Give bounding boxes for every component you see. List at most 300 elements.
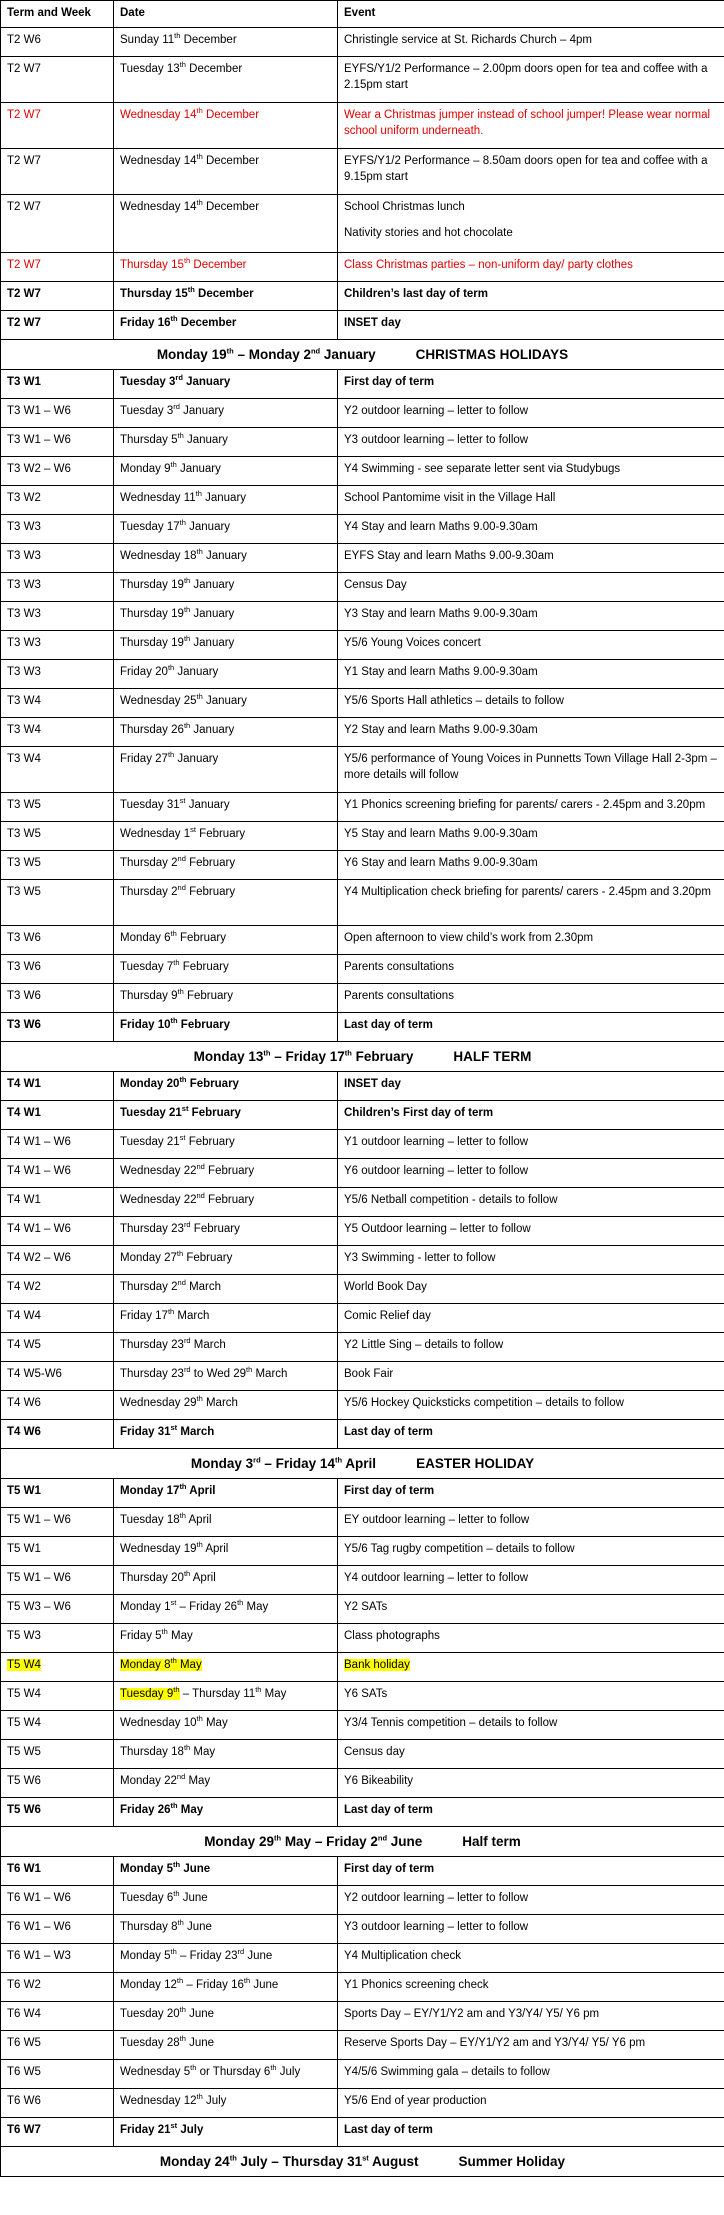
term-week-cell: T2 W7 <box>1 149 114 195</box>
term-week-cell: T3 W6 <box>1 984 114 1013</box>
ordinal-suffix: th <box>170 1016 178 1026</box>
event-cell: Reserve Sports Day – EY/Y1/Y2 am and Y3/Y4/ Y5/ Y6 pm <box>338 2031 724 2060</box>
ordinal-suffix: rd <box>183 1365 191 1375</box>
ordinal-suffix: th <box>170 929 177 939</box>
ordinal-suffix: nd <box>377 1833 388 1842</box>
term-week-cell: T3 W2 <box>1 486 114 515</box>
event-cell: Y3 outdoor learning – letter to follow <box>338 1915 724 1944</box>
date-cell: Thursday 19th January <box>114 602 338 631</box>
date-cell: Tuesday 28th June <box>114 2031 338 2060</box>
ordinal-suffix: th <box>183 721 191 731</box>
ordinal-suffix: th <box>196 106 203 116</box>
ordinal-suffix: th <box>176 1976 184 1986</box>
header-date: Date <box>114 1 338 28</box>
ordinal-suffix: th <box>344 1048 352 1057</box>
date-cell: Tuesday 18th April <box>114 1508 338 1537</box>
ordinal-suffix: th <box>196 2092 203 2102</box>
ordinal-suffix: rd <box>173 402 180 412</box>
date-cell: Thursday 19th January <box>114 631 338 660</box>
date-cell: Thursday 9th February <box>114 984 338 1013</box>
term-week-cell: T3 W3 <box>1 660 114 689</box>
table-row <box>1 1798 724 1827</box>
ordinal-suffix: th <box>183 634 191 644</box>
term-week-cell: T5 W1 <box>1 1537 114 1566</box>
date-cell: Wednesday 12th July <box>114 2089 338 2118</box>
event-cell: Y5/6 Hockey Quicksticks competition – details to follow <box>338 1391 724 1420</box>
term-week-cell: T6 W2 <box>1 1973 114 2002</box>
date-cell: Wednesday 25th January <box>114 689 338 718</box>
table-row <box>1 57 724 103</box>
event-cell: Children’s last day of term <box>338 282 724 311</box>
event-cell: Y2 outdoor learning – letter to follow <box>338 399 724 428</box>
ordinal-suffix: th <box>183 576 191 586</box>
event-cell: Parents consultations <box>338 955 724 984</box>
term-week-cell: T2 W7 <box>1 57 114 103</box>
table-row <box>1 1886 724 1915</box>
date-cell: Tuesday 6th June <box>114 1886 338 1915</box>
ordinal-suffix: th <box>229 2153 237 2162</box>
ordinal-suffix: st <box>170 2121 178 2131</box>
event-cell <box>338 195 724 253</box>
ordinal-suffix: th <box>179 518 186 528</box>
holiday-row <box>1 1042 724 1072</box>
table-row <box>1 399 724 428</box>
table-row <box>1 253 724 282</box>
date-cell: Friday 21st July <box>114 2118 338 2147</box>
holiday-cell: Monday 19th – Monday 2nd January CHRISTMAS HOLIDAYS <box>1 340 724 370</box>
event-cell: Last day of term <box>338 1013 724 1042</box>
term-week-cell <box>1 1653 114 1682</box>
table-row <box>1 1915 724 1944</box>
date-cell: Tuesday 3rd January <box>114 399 338 428</box>
event-cell: Children’s First day of term <box>338 1101 724 1130</box>
ordinal-suffix: rd <box>183 1336 191 1346</box>
ordinal-suffix: th <box>334 1455 343 1464</box>
table-row <box>1 1537 724 1566</box>
term-week-cell: T5 W3 <box>1 1624 114 1653</box>
table-row <box>1 1944 724 1973</box>
ordinal-suffix: th <box>187 285 195 295</box>
date-cell: Friday 26th May <box>114 1798 338 1827</box>
ordinal-suffix: st <box>179 796 186 806</box>
term-week-cell: T6 W1 – W3 <box>1 1944 114 1973</box>
event-cell <box>338 1653 724 1682</box>
event-cell: Y5 Outdoor learning – letter to follow <box>338 1217 724 1246</box>
table-row <box>1 1973 724 2002</box>
date-cell: Monday 5th – Friday 23rd June <box>114 1944 338 1973</box>
table-row <box>1 2060 724 2089</box>
term-week-cell: T4 W1 <box>1 1101 114 1130</box>
term-week-cell: T5 W5 <box>1 1740 114 1769</box>
event-cell: INSET day <box>338 1072 724 1101</box>
event-cell: EYFS/Y1/2 Performance – 2.00pm doors open for tea and coffee with a 2.15pm start <box>338 57 724 103</box>
ordinal-suffix: th <box>183 1743 191 1753</box>
event-cell: Census day <box>338 1740 724 1769</box>
table-row <box>1 880 724 926</box>
event-cell: Y3 outdoor learning – letter to follow <box>338 428 724 457</box>
date-cell: Wednesday 19th April <box>114 1537 338 1566</box>
term-week-cell: T3 W6 <box>1 1013 114 1042</box>
event-cell: Y5 Stay and learn Maths 9.00-9.30am <box>338 822 724 851</box>
date-cell: Wednesday 10th May <box>114 1711 338 1740</box>
date-cell: Thursday 8th June <box>114 1915 338 1944</box>
ordinal-suffix: th <box>196 1714 203 1724</box>
date-cell: Thursday 20th April <box>114 1566 338 1595</box>
ordinal-suffix: th <box>176 1249 184 1259</box>
highlight: Bank holiday <box>344 1659 410 1671</box>
ordinal-suffix: th <box>246 1365 253 1375</box>
table-row <box>1 1101 724 1130</box>
holiday-label: HALF TERM <box>453 1048 532 1064</box>
table-row <box>1 1711 724 1740</box>
term-week-cell: T6 W4 <box>1 2002 114 2031</box>
event-cell: Book Fair <box>338 1362 724 1391</box>
date-cell: Wednesday 14th December <box>114 195 338 253</box>
event-cell: Y4 outdoor learning – letter to follow <box>338 1566 724 1595</box>
date-cell: Monday 27th February <box>114 1246 338 1275</box>
table-row <box>1 457 724 486</box>
event-cell: Last day of term <box>338 1798 724 1827</box>
term-week-cell: T2 W6 <box>1 28 114 57</box>
date-cell: Wednesday 11th January <box>114 486 338 515</box>
ordinal-suffix: th <box>161 1627 168 1637</box>
ordinal-suffix: th <box>170 1656 177 1666</box>
ordinal-suffix: th <box>196 198 203 208</box>
event-cell: Class photographs <box>338 1624 724 1653</box>
date-cell: Thursday 15th December <box>114 282 338 311</box>
date-cell: Monday 9th January <box>114 457 338 486</box>
date-cell: Thursday 23rd March <box>114 1333 338 1362</box>
event-cell: Sports Day – EY/Y1/Y2 am and Y3/Y4/ Y5/ Y6 pm <box>338 2002 724 2031</box>
event-cell: Y5/6 Young Voices concert <box>338 631 724 660</box>
holiday-row <box>1 340 724 370</box>
term-week-cell: T6 W6 <box>1 2089 114 2118</box>
table-row <box>1 149 724 195</box>
table-row <box>1 1072 724 1101</box>
table-row <box>1 1217 724 1246</box>
date-cell: Friday 5th May <box>114 1624 338 1653</box>
date-cell: Friday 31st March <box>114 1420 338 1449</box>
date-cell: Monday 20th February <box>114 1072 338 1101</box>
event-cell: Census Day <box>338 573 724 602</box>
table-row <box>1 282 724 311</box>
table-row <box>1 1420 724 1449</box>
holiday-cell: Monday 24th July – Thursday 31st August Summer Holiday <box>1 2147 724 2177</box>
ordinal-suffix: th <box>273 1833 282 1842</box>
event-cell: Y1 Stay and learn Maths 9.00-9.30am <box>338 660 724 689</box>
ordinal-suffix: th <box>195 489 202 499</box>
event-cell: Y3/4 Tennis competition – details to follow <box>338 1711 724 1740</box>
table-row <box>1 1391 724 1420</box>
table-row <box>1 311 724 340</box>
event-cell: First day of term <box>338 1857 724 1886</box>
holiday-label: Summer Holiday <box>458 2153 566 2169</box>
event-cell: Y2 SATs <box>338 1595 724 1624</box>
event-cell: Y4/5/6 Swimming gala – details to follow <box>338 2060 724 2089</box>
header-row <box>1 1 724 28</box>
term-week-cell: T5 W6 <box>1 1798 114 1827</box>
ordinal-suffix: th <box>179 1511 186 1521</box>
table-row <box>1 103 724 149</box>
event-cell: Comic Relief day <box>338 1304 724 1333</box>
ordinal-suffix: th <box>196 152 203 162</box>
date-cell: Wednesday 5th or Thursday 6th July <box>114 2060 338 2089</box>
ordinal-suffix: nd <box>177 1278 186 1288</box>
term-week-cell: T4 W1 – W6 <box>1 1217 114 1246</box>
event-cell: Y4 Stay and learn Maths 9.00-9.30am <box>338 515 724 544</box>
date-cell: Friday 27th January <box>114 747 338 793</box>
term-week-cell: T2 W7 <box>1 103 114 149</box>
event-cell: EY outdoor learning – letter to follow <box>338 1508 724 1537</box>
table-row <box>1 1333 724 1362</box>
term-week-cell: T4 W5 <box>1 1333 114 1362</box>
date-cell: Wednesday 14th December <box>114 149 338 195</box>
event-cell: Y5/6 End of year production <box>338 2089 724 2118</box>
term-week-cell: T6 W1 – W6 <box>1 1915 114 1944</box>
table-row <box>1 602 724 631</box>
event-cell: Y1 Phonics screening briefing for parents/ carers - 2.45pm and 3.20pm <box>338 793 724 822</box>
holiday-cell: Monday 3rd – Friday 14th April EASTER HOLIDAY <box>1 1449 724 1479</box>
term-week-cell: T3 W3 <box>1 544 114 573</box>
ordinal-suffix: th <box>177 431 184 441</box>
event-cell: Y6 outdoor learning – letter to follow <box>338 1159 724 1188</box>
term-week-cell: T2 W7 <box>1 311 114 340</box>
event-cell: Y1 Phonics screening check <box>338 1973 724 2002</box>
table-row <box>1 1479 724 1508</box>
ordinal-suffix: th <box>179 2005 186 2015</box>
event-cell: School Pantomime visit in the Village Hall <box>338 486 724 515</box>
ordinal-suffix: rd <box>237 1947 245 1957</box>
table-row <box>1 1304 724 1333</box>
term-week-cell: T6 W5 <box>1 2060 114 2089</box>
ordinal-suffix: st <box>179 1133 186 1143</box>
event-cell: Last day of term <box>338 1420 724 1449</box>
event-cell: Christingle service at St. Richards Church – 4pm <box>338 28 724 57</box>
date-cell: Friday 20th January <box>114 660 338 689</box>
holiday-row <box>1 2147 724 2177</box>
ordinal-suffix: th <box>183 256 191 266</box>
ordinal-suffix: th <box>173 958 180 968</box>
ordinal-suffix: nd <box>310 346 321 355</box>
date-cell: Thursday 5th January <box>114 428 338 457</box>
table-row <box>1 195 724 253</box>
term-week-cell: T6 W1 – W6 <box>1 1886 114 1915</box>
table-row <box>1 1188 724 1217</box>
event-cell: Y5/6 Tag rugby competition – details to follow <box>338 1537 724 1566</box>
event-cell: Y2 Stay and learn Maths 9.00-9.30am <box>338 718 724 747</box>
term-week-cell: T5 W1 <box>1 1479 114 1508</box>
term-week-cell: T4 W1 – W6 <box>1 1130 114 1159</box>
date-cell: Tuesday 3rd January <box>114 370 338 399</box>
term-week-cell: T3 W5 <box>1 880 114 926</box>
event-cell: EYFS/Y1/2 Performance – 8.50am doors open for tea and coffee with a 9.15pm start <box>338 149 724 195</box>
term-week-cell: T3 W1 – W6 <box>1 399 114 428</box>
date-cell: Wednesday 22nd February <box>114 1188 338 1217</box>
term-week-cell: T3 W5 <box>1 822 114 851</box>
date-cell: Friday 17th March <box>114 1304 338 1333</box>
header-event: Event <box>338 1 724 28</box>
ordinal-suffix: nd <box>176 1772 186 1782</box>
table-row <box>1 1653 724 1682</box>
highlight: T5 W4 <box>7 1659 41 1671</box>
ordinal-suffix: st <box>362 2153 369 2162</box>
date-cell: Monday 6th February <box>114 926 338 955</box>
date-cell: Wednesday 29th March <box>114 1391 338 1420</box>
table-row <box>1 428 724 457</box>
term-week-cell: T6 W5 <box>1 2031 114 2060</box>
term-week-cell: T6 W1 <box>1 1857 114 1886</box>
term-week-cell: T3 W4 <box>1 718 114 747</box>
table-row <box>1 28 724 57</box>
term-week-cell: T2 W7 <box>1 282 114 311</box>
holiday-cell: Monday 29th May – Friday 2nd June Half term <box>1 1827 724 1857</box>
date-cell: Thursday 23rd February <box>114 1217 338 1246</box>
ordinal-suffix: th <box>179 60 186 70</box>
term-week-cell: T3 W3 <box>1 602 114 631</box>
date-cell: Thursday 26th January <box>114 718 338 747</box>
table-row <box>1 1013 724 1042</box>
ordinal-suffix: th <box>179 2034 186 2044</box>
table-body <box>1 28 724 2177</box>
holiday-row <box>1 1827 724 1857</box>
event-cell: Y3 Stay and learn Maths 9.00-9.30am <box>338 602 724 631</box>
table-row <box>1 2002 724 2031</box>
date-cell: Thursday 15th December <box>114 253 338 282</box>
term-week-cell: T6 W7 <box>1 2118 114 2147</box>
table-row <box>1 1624 724 1653</box>
holiday-label: CHRISTMAS HOLIDAYS <box>415 346 569 362</box>
ordinal-suffix: st <box>190 825 196 835</box>
holiday-row <box>1 1449 724 1479</box>
ordinal-suffix: st <box>181 1104 189 1114</box>
date-cell: Sunday 11th December <box>114 28 338 57</box>
event-cell: Y2 Little Sing – details to follow <box>338 1333 724 1362</box>
table-row <box>1 370 724 399</box>
ordinal-suffix: th <box>173 1860 181 1870</box>
date-cell: Tuesday 17th January <box>114 515 338 544</box>
term-week-cell: T4 W1 <box>1 1188 114 1217</box>
term-week-cell: T5 W1 – W6 <box>1 1566 114 1595</box>
term-week-cell: T3 W3 <box>1 515 114 544</box>
date-cell: Wednesday 22nd February <box>114 1159 338 1188</box>
table-row <box>1 486 724 515</box>
ordinal-suffix: th <box>196 1540 203 1550</box>
ordinal-suffix: th <box>174 31 181 41</box>
term-week-cell: T5 W3 – W6 <box>1 1595 114 1624</box>
event-cell: Y1 outdoor learning – letter to follow <box>338 1130 724 1159</box>
date-cell: Friday 16th December <box>114 311 338 340</box>
holiday-label: EASTER HOLIDAY <box>416 1455 535 1471</box>
event-cell: INSET day <box>338 311 724 340</box>
term-week-cell: T5 W4 <box>1 1682 114 1711</box>
term-week-cell: T3 W6 <box>1 955 114 984</box>
term-week-cell: T3 W1 <box>1 370 114 399</box>
ordinal-suffix: th <box>167 1307 175 1317</box>
event-cell: Y5/6 performance of Young Voices in Punnetts Town Village Hall 2-3pm – more details will follow <box>338 747 724 793</box>
table-row <box>1 2118 724 2147</box>
term-week-cell: T4 W2 <box>1 1275 114 1304</box>
holiday-label: Half term <box>462 1833 521 1849</box>
ordinal-suffix: th <box>255 1685 262 1695</box>
ordinal-suffix: th <box>170 1801 178 1811</box>
date-cell: Monday 22nd May <box>114 1769 338 1798</box>
table-row <box>1 573 724 602</box>
ordinal-suffix: th <box>237 1598 244 1608</box>
table-row <box>1 793 724 822</box>
event-cell: Wear a Christmas jumper instead of school jumper! Please wear normal school uniform underneath. <box>338 103 724 149</box>
event-cell: Y6 SATs <box>338 1682 724 1711</box>
date-cell: Thursday 2nd March <box>114 1275 338 1304</box>
term-week-cell: T4 W6 <box>1 1420 114 1449</box>
ordinal-suffix: rd <box>175 373 183 383</box>
event-cell: First day of term <box>338 370 724 399</box>
table-row <box>1 926 724 955</box>
ordinal-suffix: rd <box>183 1220 191 1230</box>
ordinal-suffix: th <box>167 663 175 673</box>
table-row <box>1 1740 724 1769</box>
date-cell: Tuesday 21st February <box>114 1101 338 1130</box>
ordinal-suffix: th <box>179 1482 187 1492</box>
table-row <box>1 822 724 851</box>
event-cell: Last day of term <box>338 2118 724 2147</box>
table-row <box>1 544 724 573</box>
table-row <box>1 1857 724 1886</box>
term-week-cell: T4 W2 – W6 <box>1 1246 114 1275</box>
date-cell: Tuesday 9th – Thursday 11th May <box>114 1682 338 1711</box>
date-cell: Thursday 19th January <box>114 573 338 602</box>
event-line: School Christmas lunch <box>344 201 465 213</box>
event-cell: EYFS Stay and learn Maths 9.00-9.30am <box>338 544 724 573</box>
term-week-cell: T3 W3 <box>1 573 114 602</box>
ordinal-suffix: th <box>179 1075 187 1085</box>
table-row <box>1 1159 724 1188</box>
date-cell: Wednesday 18th January <box>114 544 338 573</box>
date-cell: Tuesday 7th February <box>114 955 338 984</box>
ordinal-suffix: th <box>226 346 234 355</box>
date-cell: Thursday 2nd February <box>114 851 338 880</box>
date-cell: Monday 12th – Friday 16th June <box>114 1973 338 2002</box>
table-row <box>1 1769 724 1798</box>
table-row <box>1 1508 724 1537</box>
table-row <box>1 1246 724 1275</box>
ordinal-suffix: th <box>190 2063 197 2073</box>
ordinal-suffix: nd <box>177 854 186 864</box>
term-week-cell: T3 W5 <box>1 793 114 822</box>
ordinal-suffix: th <box>243 1976 251 1986</box>
table-row <box>1 1275 724 1304</box>
date-cell: Friday 10th February <box>114 1013 338 1042</box>
ordinal-suffix: th <box>170 460 177 470</box>
date-cell: Monday 17th April <box>114 1479 338 1508</box>
event-cell: Y4 Multiplication check briefing for parents/ carers - 2.45pm and 3.20pm <box>338 880 724 926</box>
event-cell: Y3 Swimming - letter to follow <box>338 1246 724 1275</box>
term-week-cell: T4 W4 <box>1 1304 114 1333</box>
date-cell: Thursday 23rd to Wed 29th March <box>114 1362 338 1391</box>
ordinal-suffix: st <box>170 1423 178 1433</box>
term-week-cell: T5 W4 <box>1 1711 114 1740</box>
term-week-cell: T4 W6 <box>1 1391 114 1420</box>
table-row <box>1 1595 724 1624</box>
term-week-cell: T3 W5 <box>1 851 114 880</box>
ordinal-suffix: th <box>173 1685 180 1695</box>
event-cell: World Book Day <box>338 1275 724 1304</box>
date-cell: Monday 1st – Friday 26th May <box>114 1595 338 1624</box>
ordinal-suffix: th <box>183 605 191 615</box>
ordinal-suffix: th <box>177 1918 184 1928</box>
table-row <box>1 515 724 544</box>
term-week-cell: T2 W7 <box>1 195 114 253</box>
table-row <box>1 2031 724 2060</box>
